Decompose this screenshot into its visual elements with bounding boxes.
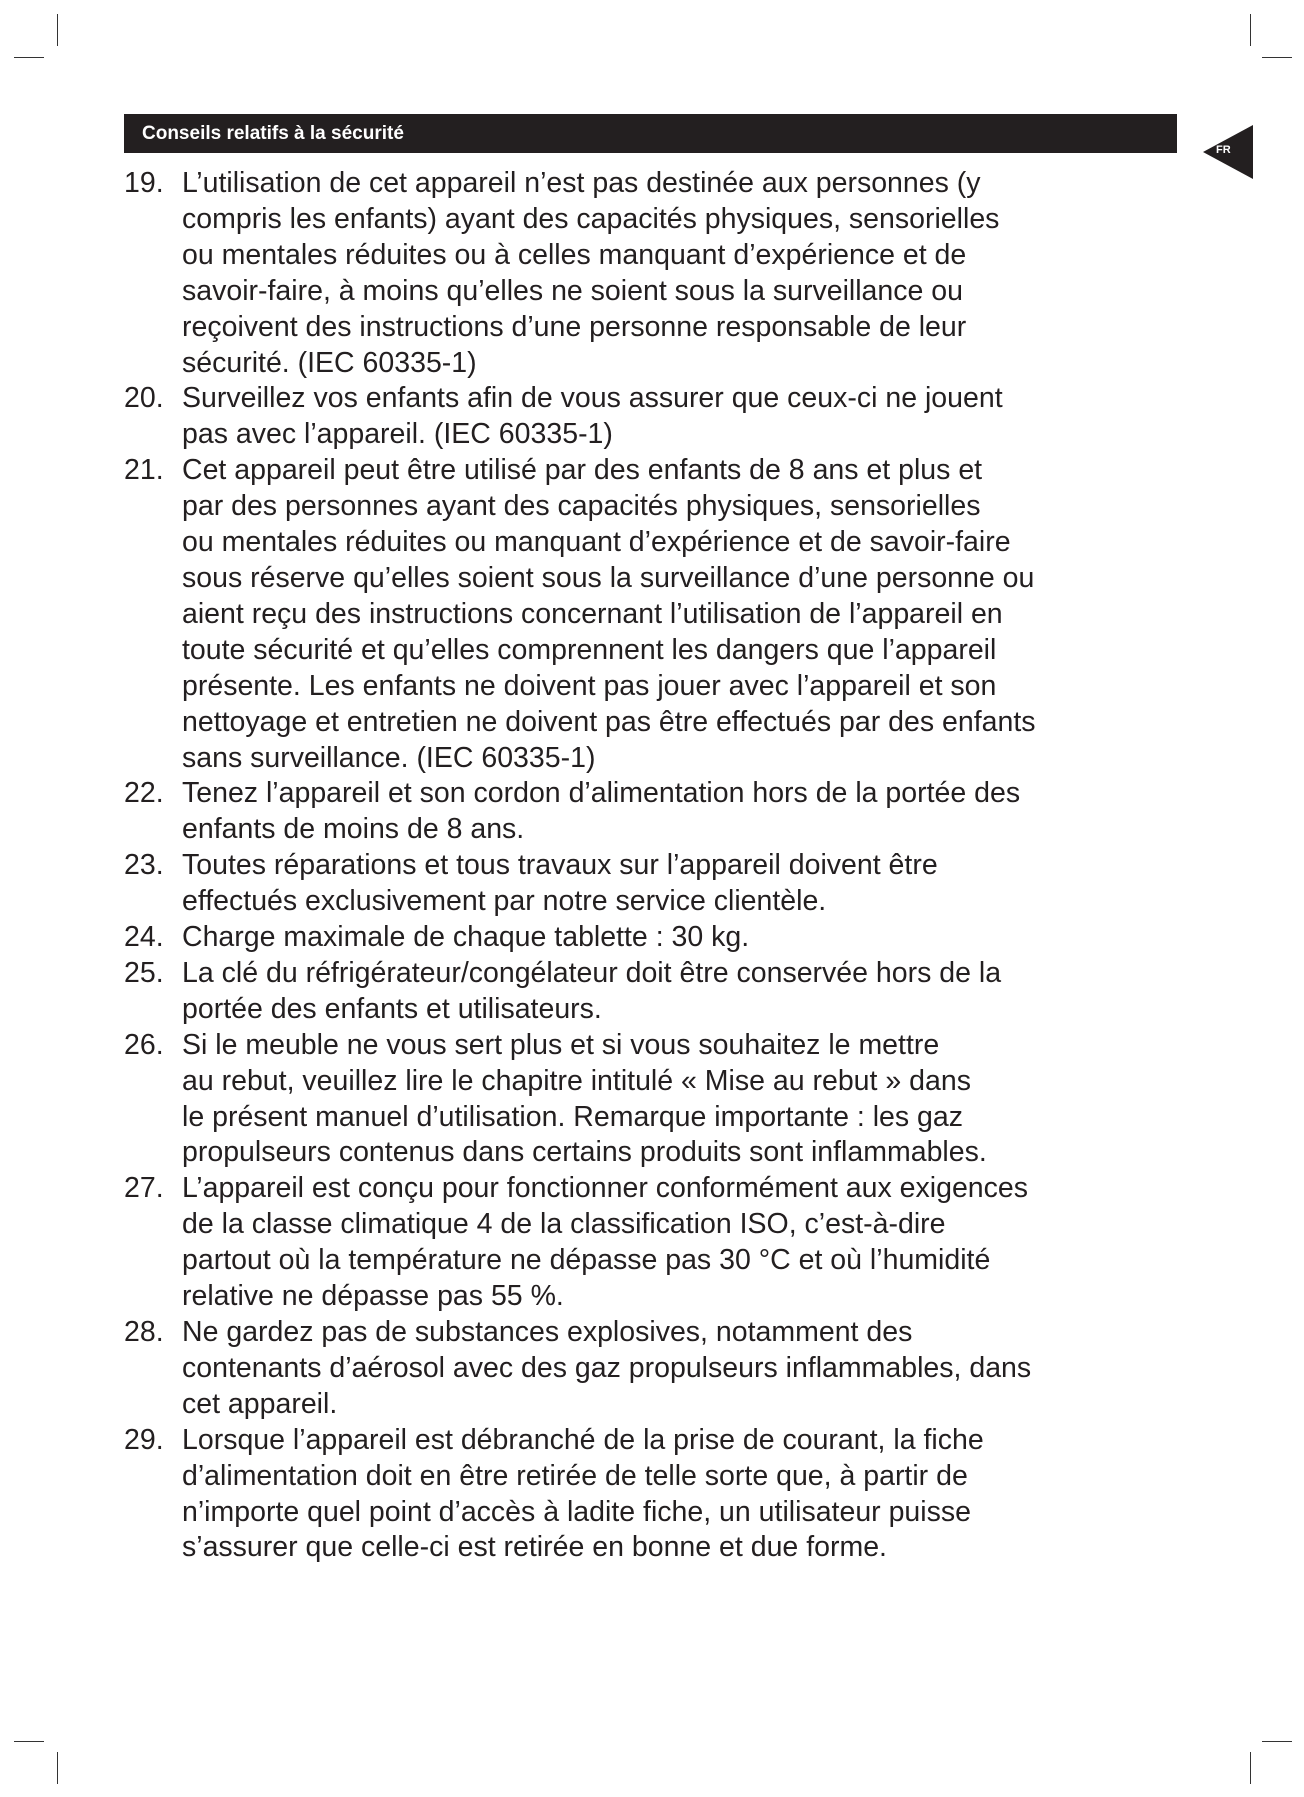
item-text-line: savoir-faire, à moins qu’elles ne soient sous la surveillance ou	[182, 274, 963, 307]
item-number: 28.	[124, 1316, 164, 1348]
item-text-line: toute sécurité et qu’elles comprennent les dangers que l’appareil	[182, 633, 997, 666]
list-item	[124, 166, 1184, 381]
item-text-line: propulseurs contenus dans certains produits sont inflammables.	[182, 1136, 987, 1169]
item-text-line: L’appareil est conçu pour fonctionner conformément aux exigences	[182, 1172, 1029, 1205]
crop-mark	[57, 14, 58, 46]
crop-mark	[1262, 1741, 1292, 1742]
item-number: 21.	[124, 454, 164, 487]
item-text-line: partout où la température ne dépasse pas 30 °C et où l’humidité	[182, 1244, 991, 1277]
item-text-line: le présent manuel d’utilisation. Remarque importante : les gaz	[182, 1100, 963, 1133]
item-number: 25.	[124, 956, 164, 989]
item-text-line: ou mentales réduites ou à celles manquant d’expérience et de	[182, 238, 967, 271]
crop-mark	[14, 1741, 44, 1742]
section-header	[124, 114, 1177, 153]
crop-mark	[57, 1752, 58, 1784]
item-text-line: pas avec l’appareil. (IEC 60335-1)	[182, 418, 613, 451]
list-item	[124, 956, 1184, 1028]
item-text-line: sous réserve qu’elles soient sous la surveillance d’une personne ou	[182, 561, 1035, 594]
item-text-line: Tenez l’appareil et son cordon d’alimentation hors de la portée des	[182, 777, 1021, 810]
item-text-line: Lorsque l’appareil est débranché de la prise de courant, la fiche	[182, 1423, 984, 1456]
item-text-line: Ne gardez pas de substances explosives, notamment des	[182, 1316, 913, 1348]
item-text-line: portée des enfants et utilisateurs.	[182, 992, 602, 1025]
item-number: 24.	[124, 921, 164, 954]
item-text-line: Toutes réparations et tous travaux sur l’appareil doivent être	[182, 849, 938, 882]
item-text-line: Surveillez vos enfants afin de vous assurer que ceux-ci ne jouent	[182, 382, 1003, 415]
item-text-line: sans surveillance. (IEC 60335-1)	[182, 741, 596, 774]
item-number: 26.	[124, 1028, 164, 1061]
item-text-line: Si le meuble ne vous sert plus et si vous souhaitez le mettre	[182, 1028, 940, 1061]
item-text-line: contenants d’aérosol avec des gaz propulseurs inflammables, dans	[182, 1351, 1032, 1384]
list-item	[124, 1171, 1184, 1315]
item-text-line: sécurité. (IEC 60335-1)	[182, 346, 477, 379]
item-text-line: de la classe climatique 4 de la classification ISO, c’est-à-dire	[182, 1208, 946, 1241]
safety-list	[124, 166, 1184, 1566]
list-item	[124, 453, 1184, 776]
item-number: 27.	[124, 1172, 164, 1205]
crop-mark	[1262, 57, 1292, 58]
item-text-line: présente. Les enfants ne doivent pas jouer avec l’appareil et son	[182, 669, 997, 702]
item-text-line: Cet appareil peut être utilisé par des enfants de 8 ans et plus et	[182, 454, 983, 487]
list-item	[124, 1028, 1184, 1172]
item-text-line: L’utilisation de cet appareil n’est pas destinée aux personnes (y	[182, 167, 981, 199]
item-number: 23.	[124, 849, 164, 882]
item-number: 22.	[124, 777, 164, 810]
item-text-line: La clé du réfrigérateur/congélateur doit être conservée hors de la	[182, 956, 1002, 989]
section-title: Conseils relatifs à la sécurité	[142, 123, 404, 144]
item-number: 19.	[124, 167, 164, 199]
item-text-line: compris les enfants) ayant des capacités physiques, sensorielles	[182, 202, 1000, 235]
item-text-line: effectués exclusivement par notre service clientèle.	[182, 885, 827, 918]
item-text-line: enfants de moins de 8 ans.	[182, 813, 525, 846]
language-tab-label: FR	[1216, 144, 1231, 156]
item-text-line: Charge maximale de chaque tablette : 30 kg.	[182, 921, 750, 954]
item-text-line: par des personnes ayant des capacités physiques, sensorielles	[182, 490, 981, 523]
crop-mark	[14, 57, 44, 58]
list-item	[124, 1423, 1184, 1567]
list-item	[124, 1315, 1184, 1423]
list-item	[124, 848, 1184, 920]
item-text-line: ou mentales réduites ou manquant d’expérience et de savoir-faire	[182, 526, 1011, 559]
item-number: 20.	[124, 382, 164, 415]
crop-mark	[1250, 1752, 1251, 1784]
item-text-line: d’alimentation doit en être retirée de telle sorte que, à partir de	[182, 1459, 968, 1492]
item-text-line: reçoivent des instructions d’une personne responsable de leur	[182, 310, 967, 343]
item-text-line: cet appareil.	[182, 1387, 338, 1420]
item-text-line: nettoyage et entretien ne doivent pas être effectués par des enfants	[182, 705, 1036, 738]
list-item	[124, 381, 1184, 453]
item-text-line: au rebut, veuillez lire le chapitre intitulé « Mise au rebut » dans	[182, 1064, 971, 1097]
list-item	[124, 920, 1184, 956]
item-text-line: s’assurer que celle-ci est retirée en bonne et due forme.	[182, 1531, 887, 1564]
item-text-line: relative ne dépasse pas 55 %.	[182, 1280, 564, 1313]
item-number: 29.	[124, 1423, 164, 1456]
list-item	[124, 776, 1184, 848]
item-text-line: n’importe quel point d’accès à ladite fiche, un utilisateur puisse	[182, 1495, 971, 1528]
item-text-line: aient reçu des instructions concernant l’utilisation de l’appareil en	[182, 597, 1003, 630]
crop-mark	[1250, 14, 1251, 46]
